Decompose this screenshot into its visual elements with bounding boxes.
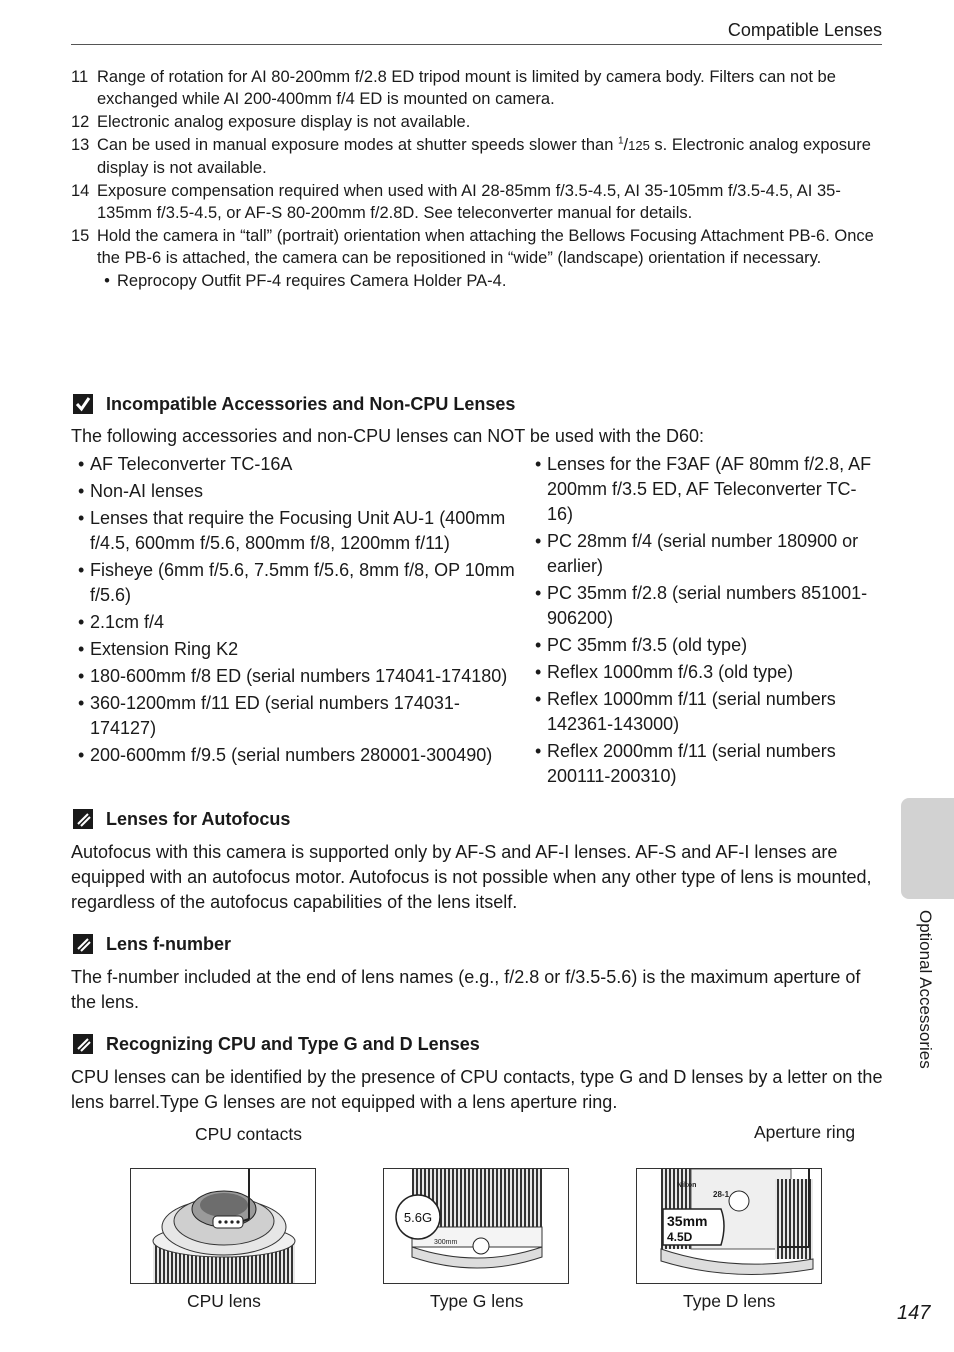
fnumber-title: Lens f-number [106, 933, 232, 954]
pencil-note-icon [72, 933, 94, 955]
list-item-text: Reflex 1000mm f/11 (serial numbers 142361-143000) [547, 689, 836, 734]
list-item-text: Lenses for the F3AF (AF 80mm f/2.8, AF 200mm f/3.5 ED, AF Teleconverter TC-16) [547, 454, 872, 524]
autofocus-heading [72, 808, 290, 830]
cpu-lens-illustration [131, 1169, 316, 1284]
footnote-number: 11 [71, 68, 89, 86]
bullet-icon: • [78, 481, 85, 501]
list-item-text: PC 28mm f/4 (serial number 180900 or earlier) [547, 531, 859, 576]
bullet-icon: • [535, 741, 542, 761]
footnote-14 [71, 180, 883, 224]
recognizing-text: CPU lenses can be identified by the presence of CPU contacts, type G and D lenses by a letter on the lens barrel.Type G lenses are not equipped with a lens aperture ring. [71, 1067, 883, 1112]
footnote-text-pre: Can be used in manual exposure modes at shutter speeds slower than [97, 136, 618, 154]
d-lens-magnified-text-2: 4.5D [667, 1230, 693, 1244]
list-item [535, 660, 880, 685]
list-item-text: Reflex 2000mm f/11 (serial numbers 200111-200310) [547, 741, 836, 786]
footnote-15-bullet [71, 270, 883, 292]
footnote-13 [71, 134, 883, 179]
bullet-icon: • [535, 454, 542, 474]
footnote-11 [71, 66, 883, 110]
bullet-icon: • [535, 635, 542, 655]
footnote-number: 13 [71, 136, 90, 154]
bullet-icon: • [535, 662, 542, 682]
footnote-text: Hold the camera in “tall” (portrait) orientation when attaching the Bellows Focusing Attachment PB-6. Once the PB-6 is attached, the camera can be repositioned in “wide” (landscape) orientation if necessary. [97, 227, 874, 267]
running-header: Compatible Lenses [727, 20, 882, 40]
cpu-lens-figure [130, 1168, 316, 1284]
bullet-icon: • [78, 639, 85, 659]
fnumber-text: The f-number included at the end of lens names (e.g., f/2.8 or f/3.5-5.6) is the maximum aperture of the lens. [71, 967, 861, 1012]
d-lens-model: 28-1 [713, 1190, 730, 1199]
footnote-12 [71, 111, 883, 133]
footnote-15 [71, 225, 883, 269]
list-item-text: PC 35mm f/3.5 (old type) [547, 635, 748, 655]
footnote-bullet-text: Reprocopy Outfit PF-4 requires Camera Holder PA-4. [117, 272, 507, 290]
bullet-icon: • [78, 454, 85, 474]
type-d-lens-figure [636, 1168, 822, 1284]
list-item-text: PC 35mm f/2.8 (serial numbers 851001-906200) [547, 583, 868, 628]
incompatible-list-right [535, 452, 880, 791]
list-item [535, 529, 880, 579]
list-item [535, 581, 880, 631]
d-lens-magnified-text-1: 35mm [667, 1213, 708, 1229]
cpu-lens-caption: CPU lens [187, 1291, 261, 1311]
bullet-icon: • [535, 583, 542, 603]
incompatible-title: Incompatible Accessories and Non-CPU Lenses [106, 393, 516, 414]
checkmark-box-icon [72, 393, 94, 415]
footnote-number: 14 [71, 182, 90, 200]
autofocus-title: Lenses for Autofocus [106, 808, 291, 829]
incompatible-heading [72, 393, 515, 415]
bullet-icon: • [78, 612, 85, 632]
fraction-numerator: 1 [617, 135, 624, 147]
page-number: 147 [897, 1302, 931, 1324]
cpu-contacts-label: CPU contacts [195, 1124, 302, 1144]
list-item [78, 610, 520, 635]
list-item-text: AF Teleconverter TC-16A [90, 454, 293, 474]
footnotes [71, 66, 883, 292]
list-item-text: 180-600mm f/8 ED (serial numbers 174041-174180) [90, 666, 508, 686]
footnote-text: Electronic analog exposure display is not available. [97, 113, 471, 131]
bullet-icon: • [535, 689, 542, 709]
list-item [78, 743, 520, 768]
chapter-tab-label: Optional Accessories [916, 910, 935, 1069]
bullet-icon: • [78, 560, 85, 580]
footnote-number: 15 [71, 227, 90, 245]
list-item-text: Non-AI lenses [90, 481, 204, 501]
list-item-text: 2.1cm f/4 [90, 612, 165, 632]
type-d-lens-caption: Type D lens [683, 1291, 776, 1311]
list-item-text: Reflex 1000mm f/6.3 (old type) [547, 662, 794, 682]
type-g-lens-illustration [384, 1169, 569, 1284]
fnumber-heading [72, 933, 231, 955]
list-item [78, 664, 520, 689]
list-item-text: Fisheye (6mm f/5.6, 7.5mm f/5.6, 8mm f/8, OP 10mm f/5.6) [90, 560, 515, 605]
list-item [78, 691, 520, 741]
pencil-note-icon [72, 1033, 94, 1055]
bullet-icon: • [78, 693, 85, 713]
footnote-text [97, 134, 883, 179]
incompatible-intro: The following accessories and non-CPU lenses can NOT be used with the D60: [71, 426, 704, 446]
bullet-icon: • [535, 531, 542, 551]
list-item [535, 739, 880, 789]
type-d-lens-illustration [637, 1169, 822, 1284]
type-g-lens-caption: Type G lens [430, 1291, 524, 1311]
bullet-icon: • [104, 272, 110, 290]
type-g-lens-figure [383, 1168, 569, 1284]
list-item [78, 506, 520, 556]
list-item [78, 558, 520, 608]
g-lens-magnified-text: 5.6G [403, 1210, 433, 1225]
bullet-icon: • [78, 745, 85, 765]
fraction-denominator: 125 [628, 138, 650, 153]
list-item-text: Lenses that require the Focusing Unit AU-1 (400mm f/4.5, 600mm f/5.6, 800mm f/8, 1200mm f/11) [90, 508, 506, 553]
list-item [78, 637, 520, 662]
recognizing-title: Recognizing CPU and Type G and D Lenses [106, 1033, 480, 1054]
header-divider [71, 44, 882, 45]
footnote-text: Range of rotation for AI 80-200mm f/2.8 ED tripod mount is limited by camera body. Filters can not be exchanged while AI 200-400mm f/4 ED is mounted on camera. [97, 68, 836, 108]
bullet-icon: • [78, 666, 85, 686]
list-item-text: Extension Ring K2 [90, 639, 239, 659]
incompatible-list-left [78, 452, 520, 770]
g-lens-barrel-text: 300mm [434, 1239, 458, 1246]
list-item-text: 360-1200mm f/11 ED (serial numbers 174031-174127) [90, 693, 460, 738]
autofocus-text: Autofocus with this camera is supported only by AF-S and AF-I lenses. AF-S and AF-I lenses are equipped with an autofocus motor. Autofocus is not possible when any other type of lens is mounted, regardless of the autofocus capabilities of the lens itself. [71, 842, 872, 912]
footnote-number: 12 [71, 113, 90, 131]
d-lens-brand: Nikon [677, 1182, 697, 1189]
list-item-text: 200-600mm f/9.5 (serial numbers 280001-300490) [90, 745, 493, 765]
chapter-tab [901, 798, 954, 899]
footnote-text: Exposure compensation required when used with AI 28-85mm f/3.5-4.5, AI 35-105mm f/3.5-4.5, AI 35-135mm f/3.5-4.5, or AF-S 80-200mm f/2.8D. See teleconverter manual for details. [97, 182, 841, 222]
list-item [535, 687, 880, 737]
list-item [78, 479, 520, 504]
footnote-text-post: s. Electronic analog exposure display is not available. [97, 136, 871, 177]
pencil-note-icon [72, 808, 94, 830]
list-item [535, 633, 880, 658]
list-item [535, 452, 880, 527]
fraction-slash: / [623, 136, 629, 154]
bullet-icon: • [78, 508, 85, 528]
aperture-ring-label: Aperture ring [754, 1122, 856, 1142]
list-item [78, 452, 520, 477]
recognizing-heading [72, 1033, 480, 1055]
